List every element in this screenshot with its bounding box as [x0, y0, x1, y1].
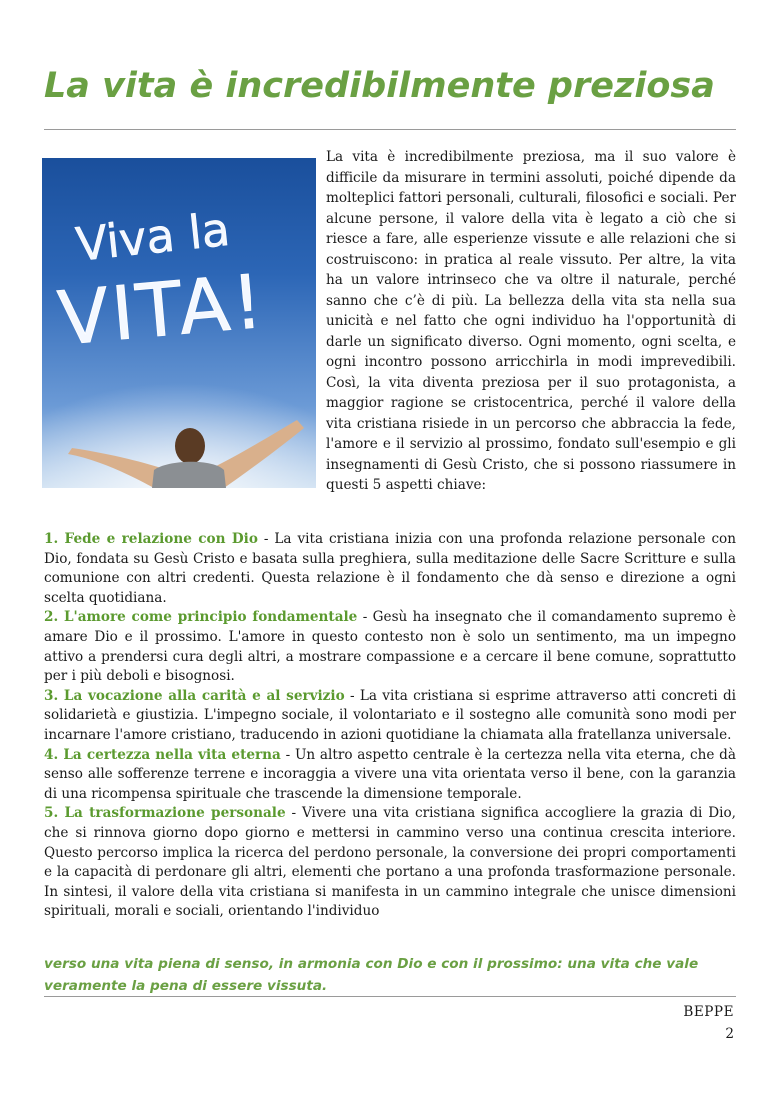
page-number: 2: [725, 1026, 734, 1042]
list-item: [44, 608, 736, 686]
photo-illustration: [42, 158, 316, 488]
intro-paragraph: La vita è incredibilmente preziosa, ma il suo valore è difficile da misurare in termini assoluti, poiché dipende da molteplici fattori personali, culturali, filosofici e sociali. Per alcune persone, il valore della vita è legato a ciò che si riesce a fare, alle esperienze vissute e alle relazioni che si costruiscono: in pratica al reale vissuto. Per altre, la vita ha un valore intrinseco che va oltre il naturale, perché sanno che c’è di più. La bellezza della vita sta nella sua unicità e nel fatto che ogni individuo ha l'opportunità di darle un significato diverso. Ogni momento, ogni scelta, e ogni incontro possono arricchirla in modi imprevedibili. Così, la vita diventa preziosa per il suo protagonista, a maggior ragione se cristocentrica, perché il valore della vita cristiana risiede in un percorso che abbraccia la fede, l'amore e il servizio al prossimo, fondato sull'esempio e gli insegnamenti di Gesù Cristo, che si possono riassumere in questi 5 aspetti chiave:: [326, 149, 736, 493]
point-text: - La vita cristiana si esprime attraverso atti concreti di solidarietà e giustizia. L'impegno sociale, il volontariato e il sostegno alle comunità sono modi per incarnare l'amore cristiano, traducendo in azioni quotidiane la chiamata alla fratellanza universale.: [44, 687, 736, 743]
point-title: 4. La certezza nella vita eterna: [44, 746, 281, 763]
point-text: - Gesù ha insegnato che il comandamento supremo è amare Dio e il prossimo. L'amore in questo contesto non è solo un sentimento, ma un impegno attivo a prendersi cura degli altri, a mostrare compassione e a cercare il bene comune, soprattutto per i più deboli e bisognosi.: [44, 609, 737, 685]
list-item: [44, 746, 736, 805]
point-title: 1. Fede e relazione con Dio: [44, 531, 258, 547]
viva-la-vita-photo: [42, 158, 316, 488]
point-text: - Un altro aspetto centrale è la certezza nella vita eterna, che dà senso alle sofferenze terrene e incoraggia a vivere una vita orientata verso il bene, con la garanzia di una ricompensa spirituale che trascende la dimensione temporale.: [44, 746, 736, 802]
closing-divider: [44, 996, 736, 997]
list-item: [44, 530, 736, 608]
photo-text-line1: Viva la: [73, 201, 233, 272]
title-divider: [44, 129, 736, 130]
point-text: - La vita cristiana inizia con una profonda relazione personale con Dio, fondata su Gesù Cristo e basata sulla preghiera, sulla meditazione delle Sacre Scritture e sulla comunione con altri credenti. Questa relazione è il fondamento che dà senso e direzione a ogni scelta quotidiana.: [44, 531, 736, 606]
author-signature: BEPPE: [683, 1004, 734, 1020]
page-title: La vita è incredibilmente preziosa: [44, 66, 715, 106]
point-text: - Vivere una vita cristiana significa accogliere la grazia di Dio, che si rinnova giorno dopo giorno e mettersi in cammino verso una continua crescita interiore. Questo percorso implica la ricerca del perdono personale, la conversione dei propri comportamenti e la capacità di perdonare gli altri, elementi che portano a una profonda trasformazione personale. In sintesi, il valore della vita cristiana si manifesta in un cammino integrale che unisce dimensioni spirituali, morali e sociali, orientando l'individuo: [44, 805, 736, 920]
closing-statement: verso una vita piena di senso, in armonia con Dio e con il prossimo: una vita che vale veramente la pena di essere vissuta.: [44, 956, 699, 994]
point-title: 3. La vocazione alla carità e al servizio: [44, 687, 345, 704]
point-title: 2. L'amore come principio fondamentale: [44, 609, 358, 626]
list-item: [44, 687, 736, 746]
point-title: 5. La trasformazione personale: [44, 805, 286, 822]
list-item: [44, 804, 736, 922]
key-aspects-list: [44, 530, 736, 922]
photo-text-line2: VITA!: [54, 258, 269, 363]
